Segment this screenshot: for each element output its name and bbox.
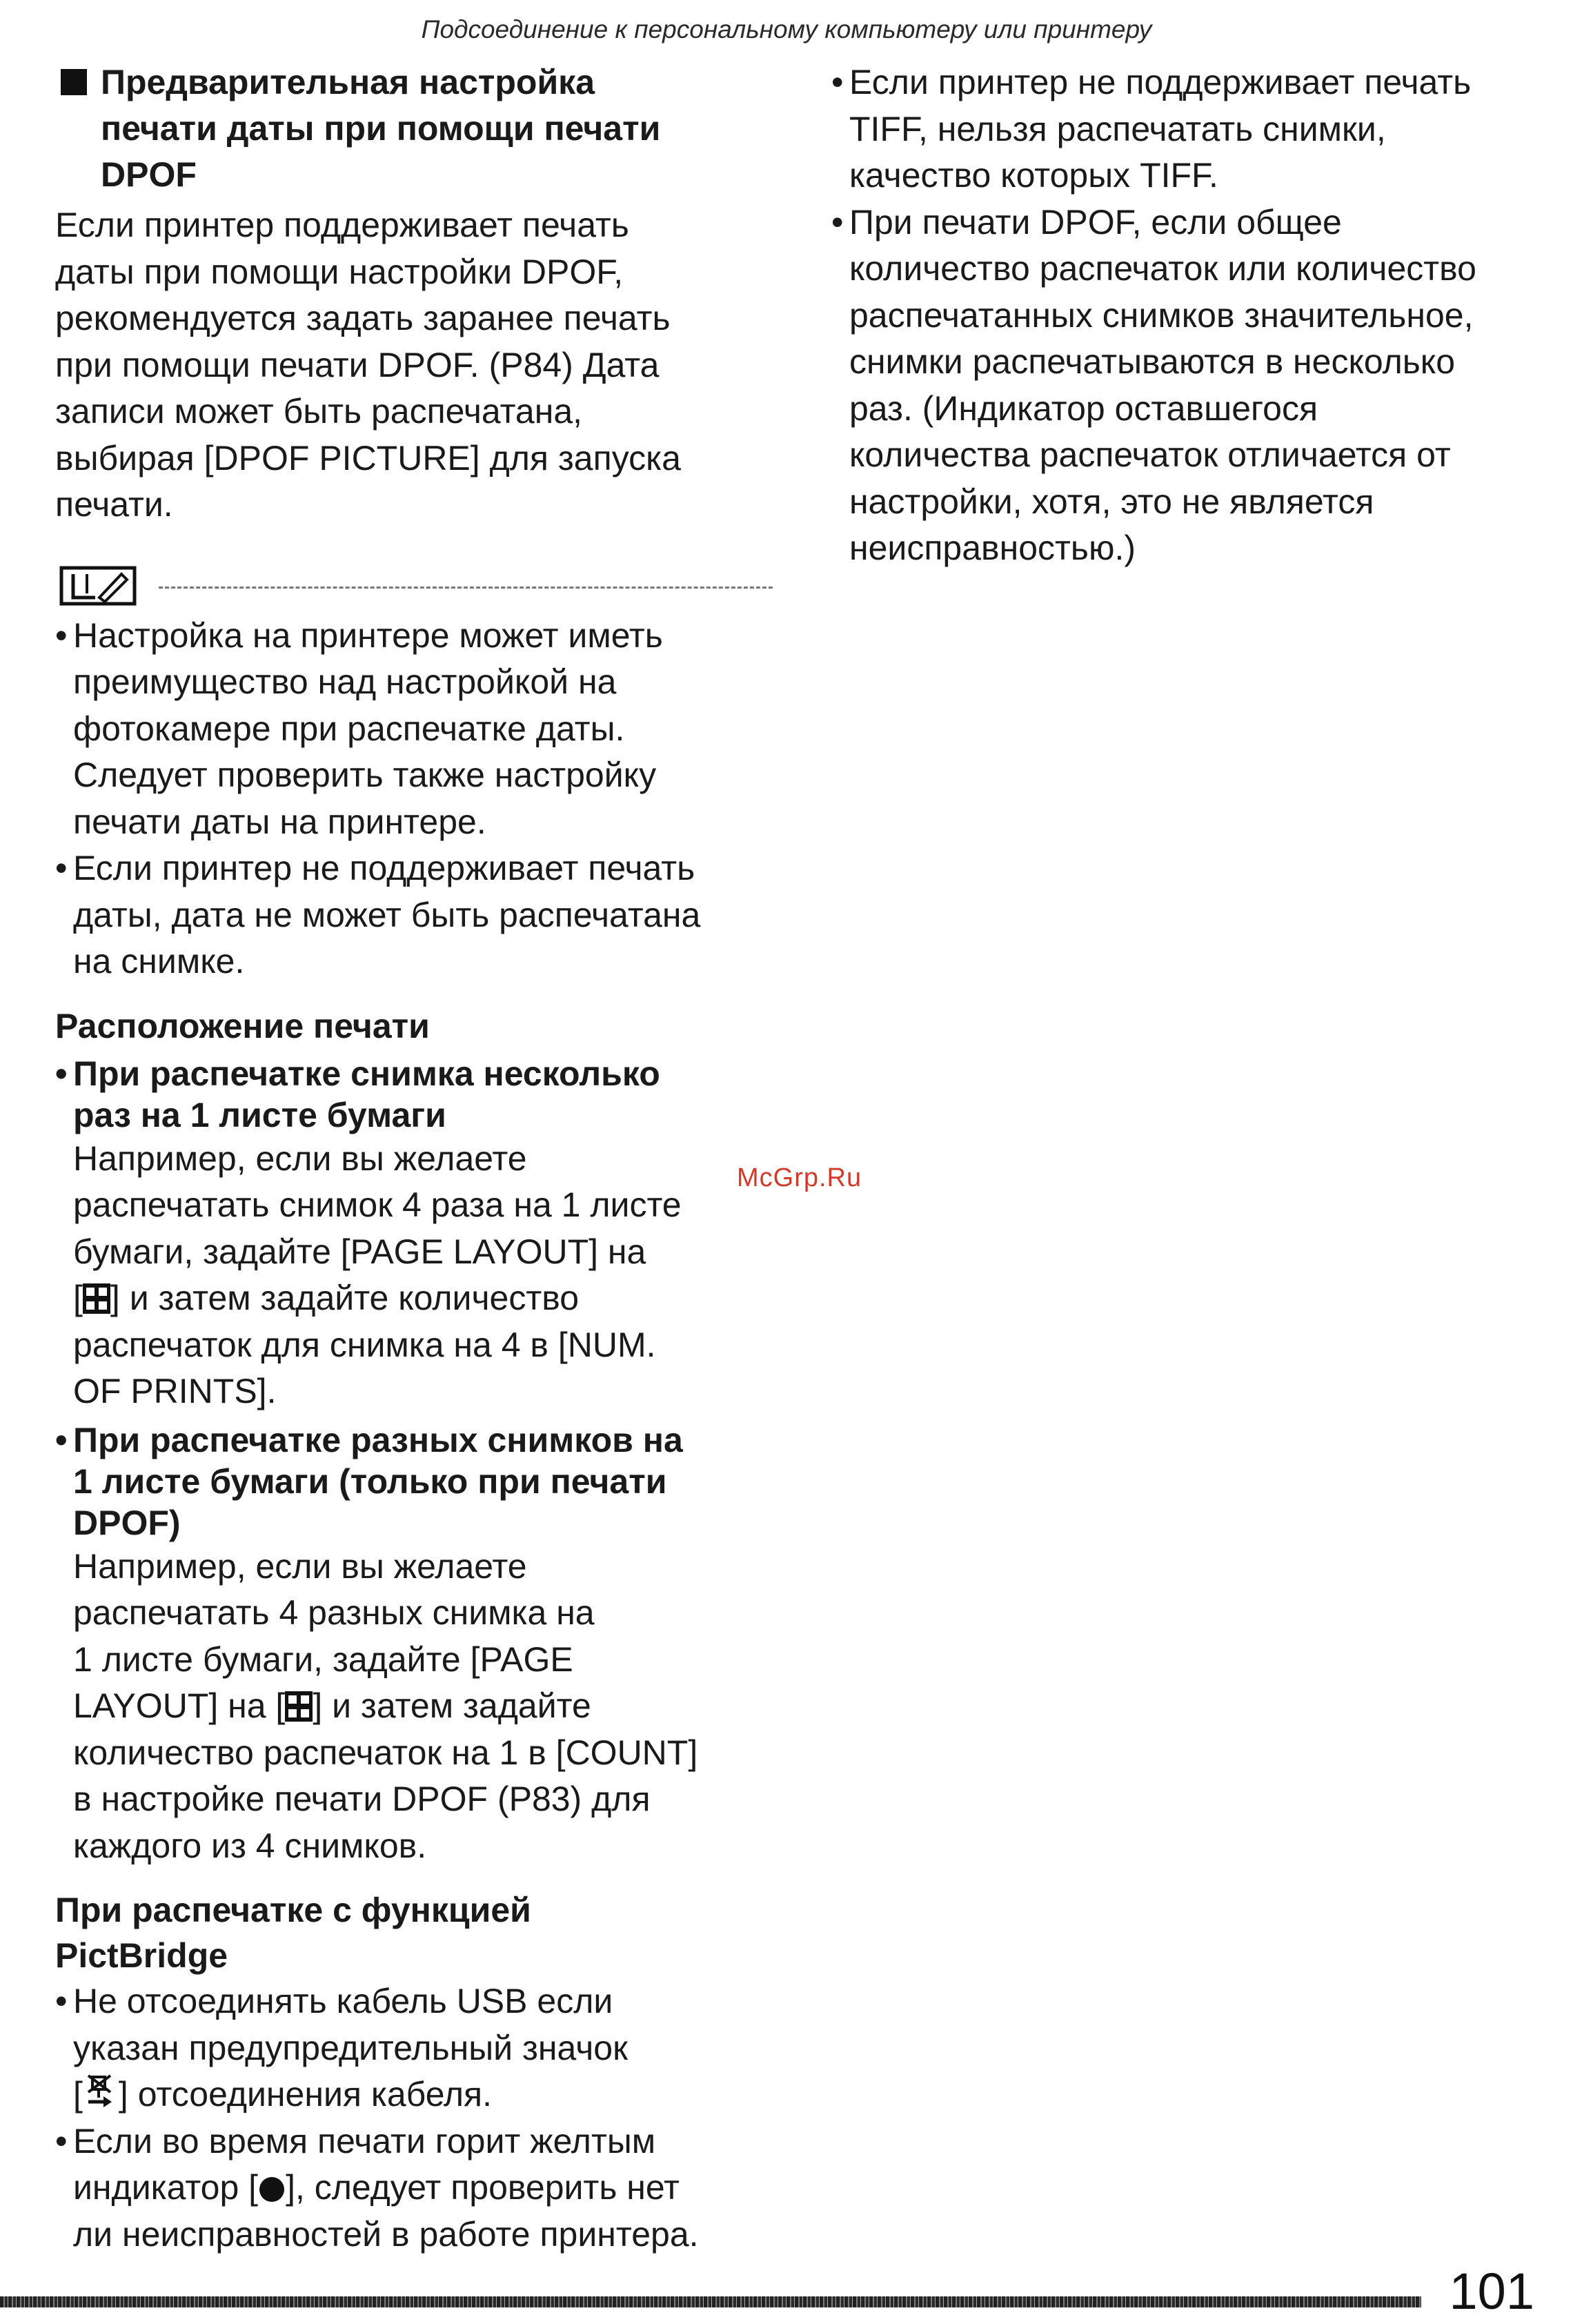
text-line: DPOF) (73, 1503, 181, 1542)
text-line: бумаги, задайте [PAGE LAYOUT] на (73, 1232, 646, 1271)
text-line: распечатать снимок 4 раза на 1 листе (73, 1185, 682, 1224)
text-line: Следует проверить также настройку (73, 756, 657, 794)
text-line: указан предупредительный значок (73, 2028, 628, 2067)
layout-item-text (55, 1544, 766, 1870)
text-line: • Если принтер не поддерживает печать (849, 63, 1472, 101)
text-line: раз. (Индикатор оставшегося (849, 388, 1318, 428)
text-line: Если принтер поддерживает печать (55, 206, 629, 244)
footer-bar (0, 2296, 1421, 2307)
text-line: распечатать 4 разных снимка на (73, 1593, 595, 1632)
square-bullet-icon (61, 69, 87, 95)
text-line: 1 листе бумаги, задайте [PAGE (73, 1639, 573, 1679)
text-line: выбирая [DPOF PICTURE] для запуска (55, 438, 681, 477)
four-up-layout-icon (83, 1283, 110, 1314)
text-line (73, 1683, 766, 1730)
layout-item-title (55, 1053, 766, 1136)
note-pencil-icon (59, 566, 137, 606)
watermark: McGrp.Ru (737, 1163, 862, 1192)
text-line: OF PRINTS]. (73, 1372, 277, 1410)
section-title (55, 59, 766, 198)
text-line: неисправностью.) (849, 529, 1136, 567)
text-fragment: ], следует проверить нет (286, 2168, 680, 2207)
text-line: печати даты на принтере. (73, 802, 486, 841)
page-header: Подсоединение к персональному компьютеру или принтеру (421, 15, 1152, 43)
text-line: PictBridge (55, 1936, 228, 1975)
pictbridge-item (55, 2118, 766, 2258)
text-fragment: [ (73, 1279, 83, 1317)
text-line: раз на 1 листе бумаги (73, 1095, 446, 1134)
text-line: количества распечаток отличается от (849, 435, 1451, 474)
right-item (831, 59, 1556, 199)
text-fragment: ] и затем задайте количество (110, 1279, 580, 1317)
intro-paragraph (55, 202, 766, 529)
note-item (55, 845, 766, 985)
cable-disconnect-warning-icon (83, 2074, 119, 2110)
text-line: рекомендуется задать заранее печать (55, 299, 671, 337)
title-line: DPOF (101, 155, 197, 194)
layout-item-title (55, 1419, 766, 1544)
text-line: • При печати DPOF, если общее (849, 202, 1342, 242)
text-line: снимки распечатываются в несколько (849, 342, 1456, 381)
text-line: количество распечаток на 1 в [COUNT] (73, 1733, 698, 1772)
page-number: 101 (1449, 2263, 1534, 2320)
layout-heading: Расположение печати (55, 1006, 430, 1045)
indicator-dot-icon (258, 2176, 286, 2203)
text-line: записи может быть распечатана, (55, 392, 583, 431)
pictbridge-item (55, 1978, 766, 2118)
text-fragment: ] отсоединения кабеля. (118, 2075, 492, 2114)
text-line: Например, если вы желаете (73, 1546, 527, 1586)
text-line: преимущество над настройкой на (73, 662, 617, 701)
text-line: печати. (55, 485, 173, 524)
text-line: • Если принтер не поддерживает печать (73, 849, 695, 887)
note-separator (55, 564, 766, 613)
pictbridge-heading (55, 1887, 766, 1978)
text-line: даты, дата не может быть распечатана (73, 895, 701, 934)
text-line: количество распечаток или количество (849, 249, 1476, 288)
left-column (55, 59, 766, 2258)
layout-item-text (55, 1136, 766, 1415)
four-up-layout-icon (285, 1691, 313, 1722)
text-line: распечатанных снимков значительное, (849, 295, 1474, 335)
text-line: настройки, хотя, это не является (849, 482, 1374, 521)
text-line: в настройке печати DPOF (P83) для (73, 1780, 651, 1818)
text-line: ли неисправностей в работе принтера. (73, 2214, 699, 2254)
text-line (73, 2165, 766, 2212)
text-line: • Не отсоединять кабель USB если (73, 1982, 613, 2020)
text-line: • Если во время печати горит желтым (73, 2121, 656, 2160)
text-fragment: [ (73, 2075, 83, 2114)
text-line: каждого из 4 снимков. (73, 1826, 427, 1865)
text-fragment: индикатор [ (73, 2168, 259, 2207)
text-line (73, 1275, 766, 1322)
text-line: • Настройка на принтере может иметь (73, 616, 663, 655)
text-line: При распечатке с функцией (55, 1891, 531, 1929)
dashed-divider (159, 587, 773, 589)
text-line: • При распечатке снимка несколько (73, 1054, 660, 1093)
text-line: TIFF, нельзя распечатать снимки, (849, 109, 1386, 148)
right-column (831, 59, 1556, 572)
text-fragment: ] и затем задайте (313, 1686, 591, 1725)
text-line: распечаток для снимка на 4 в [NUM. (73, 1325, 656, 1364)
right-item (831, 199, 1556, 572)
text-line: фотокамере при распечатке даты. (73, 709, 625, 748)
note-item (55, 613, 766, 846)
text-fragment: LAYOUT] на [ (73, 1686, 286, 1725)
title-line: печати даты при помощи печати (101, 109, 661, 148)
text-line: качество которых TIFF. (849, 156, 1218, 195)
text-line: • При распечатке разных снимков на (73, 1420, 683, 1459)
title-line: Предварительная настройка (101, 63, 595, 101)
text-line: при помощи печати DPOF. (P84) Дата (55, 345, 660, 384)
text-line: Например, если вы желаете (73, 1139, 527, 1178)
text-line: на снимке. (73, 942, 245, 981)
text-line: даты при помощи настройки DPOF, (55, 252, 624, 291)
text-line: 1 листе бумаги (только при печати (73, 1461, 667, 1501)
text-line (73, 2071, 766, 2118)
